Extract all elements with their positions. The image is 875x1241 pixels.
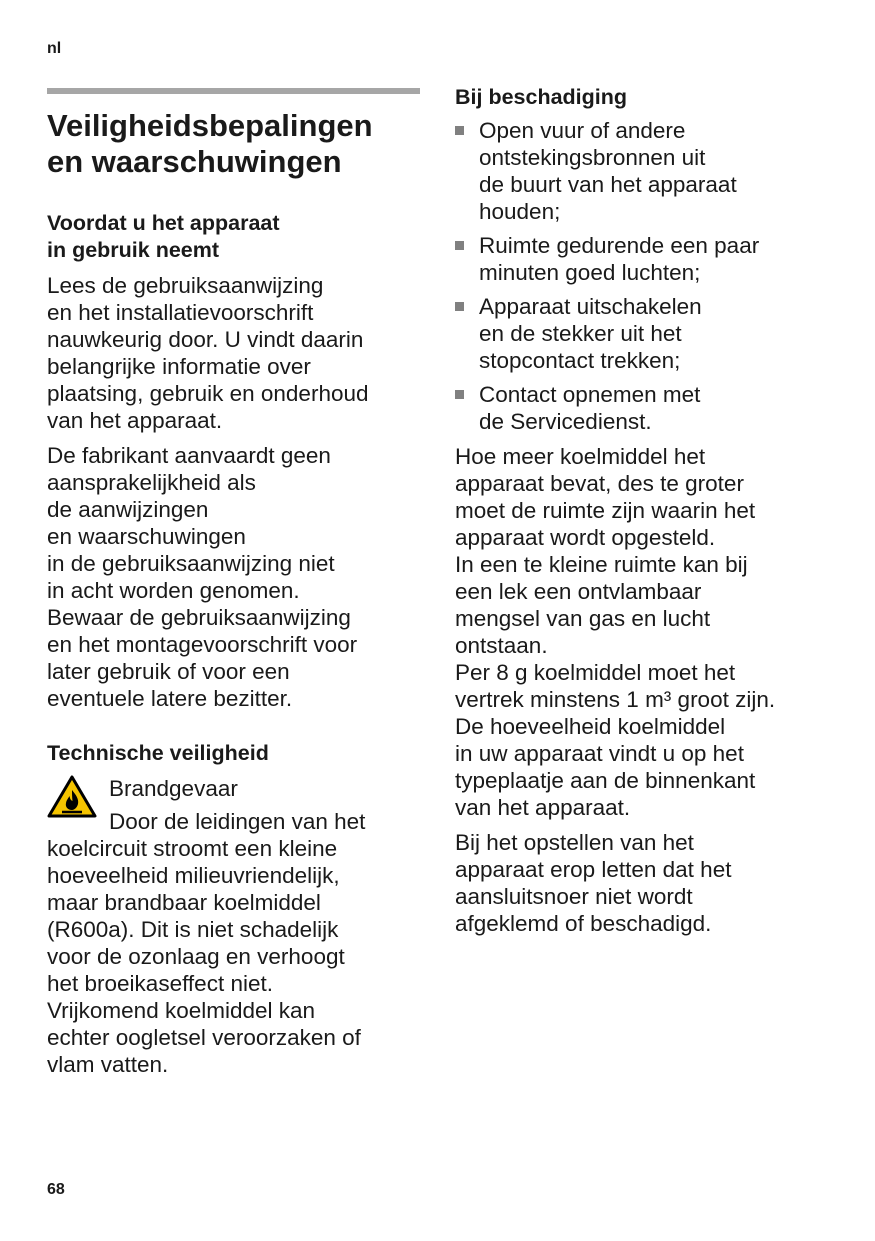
text-line: de Servicedienst.: [479, 409, 652, 434]
text-line: ontstaan.: [455, 633, 548, 658]
text-line: Open vuur of andere: [479, 118, 686, 143]
list-item: [455, 293, 835, 374]
flammable-warning-icon: [47, 775, 97, 819]
section-heading-before-use: [47, 210, 420, 264]
text-line: en het montagevoorschrift voor: [47, 632, 358, 657]
page-title-line2: en waarschuwingen: [47, 144, 342, 179]
text-line: maar brandbaar koelmiddel: [47, 890, 321, 915]
paragraph-power-cord: [455, 829, 835, 937]
text-line: in uw apparaat vindt u op het: [455, 741, 744, 766]
list-item: [455, 117, 835, 225]
heading-line: in gebruik neemt: [47, 238, 220, 262]
section-heading-technical-safety: Technische veiligheid: [47, 741, 269, 765]
text-line: Contact opnemen met: [479, 382, 701, 407]
text-line: voor de ozonlaag en verhoogt: [47, 944, 345, 969]
title-rule: [47, 88, 420, 94]
text-line: en de stekker uit het: [479, 321, 682, 346]
text-line: (R600a). Dit is niet schadelijk: [47, 917, 339, 942]
text-line: een lek een ontvlambaar: [455, 579, 702, 604]
text-line: Door de leidingen van het: [109, 809, 366, 834]
list-item-text: [479, 118, 737, 224]
text-line: en waarschuwingen: [47, 524, 246, 549]
text-line: echter oogletsel veroorzaken of: [47, 1025, 361, 1050]
text-line: ontstekingsbronnen uit: [479, 145, 706, 170]
text-line: van het apparaat.: [455, 795, 631, 820]
right-column: [455, 84, 835, 937]
text-line: plaatsing, gebruik en onderhoud: [47, 381, 369, 406]
list-item: [455, 232, 835, 286]
text-line: In een te kleine ruimte kan bij: [455, 552, 748, 577]
text-line: het broeikaseffect niet.: [47, 971, 273, 996]
paragraph-refrigerant-room-size: [455, 443, 835, 821]
text-line: aansprakelijkheid als: [47, 470, 256, 495]
text-line: vertrek minstens 1 m³ groot zijn.: [455, 687, 776, 712]
text-line: typeplaatje aan de binnenkant: [455, 768, 756, 793]
list-item-text: [479, 294, 702, 373]
left-column: [47, 84, 420, 1078]
text-line: vlam vatten.: [47, 1052, 169, 1077]
text-line: later gebruik of voor een: [47, 659, 290, 684]
text-line: in acht worden genomen.: [47, 578, 300, 603]
text-line: van het apparaat.: [47, 408, 223, 433]
paragraph-liability: [47, 442, 420, 712]
text-line: aansluitsnoer niet wordt: [455, 884, 693, 909]
square-bullet-icon: [455, 302, 464, 311]
text-line: afgeklemd of beschadigd.: [455, 911, 712, 936]
text-line: belangrijke informatie over: [47, 354, 311, 379]
text-line: en het installatievoorschrift: [47, 300, 314, 325]
square-bullet-icon: [455, 241, 464, 250]
text-line: Apparaat uitschakelen: [479, 294, 702, 319]
text-line: De hoeveelheid koelmiddel: [455, 714, 726, 739]
paragraph-read-instructions: [47, 272, 420, 434]
text-line: nauwkeurig door. U vindt daarin: [47, 327, 364, 352]
section-heading-damage: Bij beschadiging: [455, 85, 628, 109]
page-title: [47, 108, 420, 180]
page-number: 68: [47, 1181, 65, 1198]
square-bullet-icon: [455, 126, 464, 135]
text-line: Ruimte gedurende een paar: [479, 233, 760, 258]
text-line: Bij het opstellen van het: [455, 830, 694, 855]
list-item-text: [479, 382, 700, 434]
text-line: Bewaar de gebruiksaanwijzing: [47, 605, 351, 630]
list-item-text: [479, 233, 759, 285]
text-line: Lees de gebruiksaanwijzing: [47, 273, 324, 298]
page-title-line1: Veiligheidsbepalingen: [47, 108, 373, 143]
text-line: apparaat erop letten dat het: [455, 857, 732, 882]
text-line: Hoe meer koelmiddel het: [455, 444, 706, 469]
warning-title: Brandgevaar: [109, 776, 238, 801]
square-bullet-icon: [455, 390, 464, 399]
heading-line: Voordat u het apparaat: [47, 211, 280, 235]
text-line: de aanwijzingen: [47, 497, 209, 522]
text-line: hoeveelheid milieuvriendelijk,: [47, 863, 340, 888]
list-item: [455, 381, 835, 435]
text-line: stopcontact trekken;: [479, 348, 681, 373]
text-line: eventuele latere bezitter.: [47, 686, 293, 711]
text-line: koelcircuit stroomt een kleine: [47, 836, 338, 861]
language-label: nl: [47, 40, 62, 57]
text-line: mengsel van gas en lucht: [455, 606, 711, 631]
fire-warning-block: [47, 775, 420, 1078]
damage-steps-list: [455, 117, 835, 435]
text-line: De fabrikant aanvaardt geen: [47, 443, 331, 468]
text-line: Vrijkomend koelmiddel kan: [47, 998, 316, 1023]
text-line: Per 8 g koelmiddel moet het: [455, 660, 736, 685]
text-line: in de gebruiksaanwijzing niet: [47, 551, 335, 576]
text-line: minuten goed luchten;: [479, 260, 701, 285]
text-line: moet de ruimte zijn waarin het: [455, 498, 756, 523]
text-line: de buurt van het apparaat: [479, 172, 737, 197]
text-line: apparaat bevat, des te groter: [455, 471, 744, 496]
text-line: apparaat wordt opgesteld.: [455, 525, 716, 550]
warning-body: [47, 808, 420, 1078]
text-line: houden;: [479, 199, 561, 224]
